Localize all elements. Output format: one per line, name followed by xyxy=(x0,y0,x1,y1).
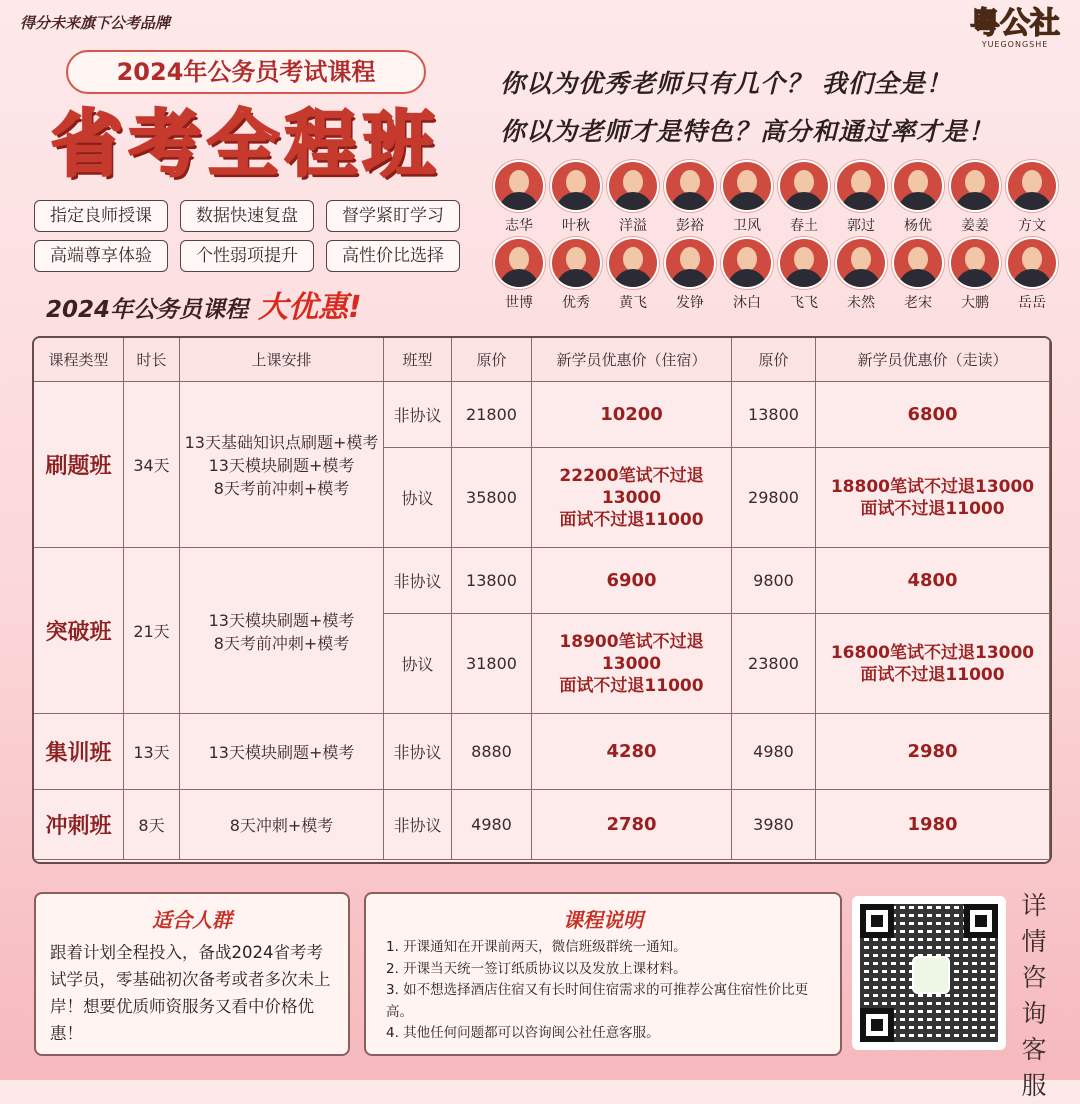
deal-price-commute-text: 4800 xyxy=(907,569,958,591)
original-price-lodging xyxy=(452,548,532,614)
deal-price-lodging-text: 22200笔试不过退13000 面试不过退11000 xyxy=(559,465,704,530)
class-type-text: 非协议 xyxy=(393,816,442,835)
teacher-card xyxy=(834,237,888,312)
deal-price-commute-text: 18800笔试不过退13000 面试不过退11000 xyxy=(830,476,1035,519)
teacher-name: 发铮 xyxy=(676,295,704,311)
original-price-commute-text: 4980 xyxy=(753,742,794,761)
original-price-lodging-text: 21800 xyxy=(466,405,517,424)
course-duration xyxy=(124,548,180,714)
qr-finder-icon xyxy=(860,904,894,938)
teacher-avatar xyxy=(493,237,545,289)
teacher-card xyxy=(948,160,1002,235)
teacher-card xyxy=(663,160,717,235)
teacher-avatar xyxy=(550,237,602,289)
course-schedule xyxy=(180,548,384,714)
teacher-card xyxy=(1005,160,1059,235)
teacher-name: 春土 xyxy=(790,218,818,234)
teacher-card xyxy=(1005,237,1059,312)
original-price-lodging xyxy=(452,714,532,790)
original-price-commute-text: 23800 xyxy=(748,654,799,673)
audience-text: 跟着计划全程投入，备战2024省考考试学员，零基础初次备考或者多次未上岸！想要优质师资服务又看中价格优惠！ xyxy=(50,943,331,1043)
feature-tag: 高性价比选择 xyxy=(326,240,460,272)
course-schedule-text: 13天基础知识点刷题+模考 13天模块刷题+模考 8天考前冲刺+模考 xyxy=(184,433,379,498)
teacher-avatar xyxy=(1006,237,1058,289)
table-header-cell xyxy=(732,338,816,382)
teacher-avatar xyxy=(721,237,773,289)
feature-tag: 督学紧盯学习 xyxy=(326,200,460,232)
original-price-lodging xyxy=(452,790,532,860)
promo-line xyxy=(46,282,362,326)
class-type-text: 非协议 xyxy=(393,406,442,425)
teacher-name: 姜姜 xyxy=(961,218,989,234)
original-price-lodging-text: 4980 xyxy=(471,815,512,834)
teacher-name: 郭过 xyxy=(847,218,875,234)
course-type-text: 刷题班 xyxy=(45,454,112,479)
brand-logo xyxy=(970,8,1060,49)
audience-box xyxy=(34,892,350,1056)
note-item: 1. 开课通知在开课前两天，微信班级群统一通知。 xyxy=(386,939,687,955)
qr-finder-icon xyxy=(964,904,998,938)
class-type xyxy=(384,548,452,614)
teacher-card xyxy=(834,160,888,235)
class-type xyxy=(384,382,452,448)
class-type xyxy=(384,714,452,790)
notes-list xyxy=(386,937,822,1045)
class-type xyxy=(384,448,452,548)
deal-price-lodging-text: 10200 xyxy=(600,403,663,425)
course-duration xyxy=(124,714,180,790)
table-header-cell xyxy=(34,338,124,382)
teacher-avatar xyxy=(721,160,773,212)
table-header-cell xyxy=(180,338,384,382)
course-duration-text: 34天 xyxy=(133,456,170,475)
teacher-avatar xyxy=(892,237,944,289)
course-schedule xyxy=(180,382,384,548)
promo-text: 2024年公务员课程 xyxy=(46,297,249,323)
teacher-card xyxy=(606,160,660,235)
course-type xyxy=(34,790,124,860)
class-type-text: 非协议 xyxy=(393,572,442,591)
deal-price-lodging xyxy=(532,382,732,448)
table-header-cell xyxy=(124,338,180,382)
table-header-cell xyxy=(384,338,452,382)
teacher-card xyxy=(948,237,1002,312)
teacher-name: 世博 xyxy=(505,295,533,311)
course-schedule-text: 13天模块刷题+模考 xyxy=(208,743,355,762)
teacher-card xyxy=(606,237,660,312)
class-type-text: 协议 xyxy=(401,489,434,508)
table-header-cell-text: 上课安排 xyxy=(251,351,312,369)
class-type xyxy=(384,790,452,860)
deal-price-lodging-text: 4280 xyxy=(606,740,657,762)
original-price-lodging-text: 35800 xyxy=(466,488,517,507)
class-type-text: 协议 xyxy=(401,655,434,674)
teacher-avatar xyxy=(493,160,545,212)
qr-finder-icon xyxy=(860,1008,894,1042)
teacher-card xyxy=(891,160,945,235)
teacher-name: 志华 xyxy=(505,218,533,234)
original-price-commute xyxy=(732,714,816,790)
teacher-avatar xyxy=(664,237,716,289)
original-price-lodging xyxy=(452,614,532,714)
slogan-1: 你以为优秀老师只有几个？ 我们全是！ xyxy=(500,69,952,98)
contact-label: 详情咨询客服 xyxy=(1021,891,1047,1100)
feature-tag: 指定良师授课 xyxy=(34,200,168,232)
logo-cn: 粤公社 xyxy=(970,6,1060,41)
teacher-name: 大鹏 xyxy=(961,295,989,311)
teacher-avatar xyxy=(778,160,830,212)
teacher-avatar xyxy=(949,237,1001,289)
deal-price-commute xyxy=(816,790,1050,860)
deal-price-lodging xyxy=(532,448,732,548)
feature-tag: 数据快速复盘 xyxy=(180,200,314,232)
deal-price-commute-text: 6800 xyxy=(907,403,958,425)
original-price-lodging xyxy=(452,448,532,548)
table-header-cell-text: 新学员优惠价（走读） xyxy=(857,351,1008,369)
teacher-avatar xyxy=(664,160,716,212)
note-item: 3. 如不想选择酒店住宿又有长时间住宿需求的可推荐公寓住宿性价比更高。 xyxy=(386,982,809,1020)
deal-price-lodging xyxy=(532,614,732,714)
original-price-commute xyxy=(732,548,816,614)
teacher-name: 优秀 xyxy=(562,295,590,311)
teacher-card xyxy=(720,160,774,235)
deal-price-lodging xyxy=(532,548,732,614)
course-type-text: 集训班 xyxy=(45,741,112,766)
course-type xyxy=(34,714,124,790)
teacher-name: 洋溢 xyxy=(619,218,647,234)
course-type xyxy=(34,382,124,548)
promo-highlight: 大优惠! xyxy=(258,290,362,325)
table-header-cell xyxy=(532,338,732,382)
deal-price-commute xyxy=(816,382,1050,448)
deal-price-commute-text: 1980 xyxy=(907,813,958,835)
teacher-name: 老宋 xyxy=(904,295,932,311)
course-type-text: 突破班 xyxy=(45,620,112,645)
course-type xyxy=(34,548,124,714)
deal-price-commute-text: 16800笔试不过退13000 面试不过退11000 xyxy=(830,642,1035,685)
teacher-name: 杨优 xyxy=(904,218,932,234)
course-pill: 2024年公务员考试课程 xyxy=(66,50,426,94)
original-price-commute xyxy=(732,448,816,548)
course-duration-text: 8天 xyxy=(138,816,165,835)
course-schedule xyxy=(180,790,384,860)
teacher-name: 叶秋 xyxy=(562,218,590,234)
teacher-avatar xyxy=(835,160,887,212)
table-header-cell-text: 原价 xyxy=(758,351,789,369)
teacher-card xyxy=(492,160,546,235)
original-price-lodging-text: 13800 xyxy=(466,571,517,590)
original-price-lodging-text: 8880 xyxy=(471,742,512,761)
logo-en: YUEGONGSHE xyxy=(981,40,1049,49)
deal-price-commute xyxy=(816,714,1050,790)
teacher-name: 飞飞 xyxy=(790,295,818,311)
qr-code[interactable] xyxy=(852,896,1006,1050)
teacher-name: 方文 xyxy=(1018,218,1046,234)
original-price-commute-text: 3980 xyxy=(753,815,794,834)
teacher-name: 沐白 xyxy=(733,295,761,311)
teacher-avatar xyxy=(835,237,887,289)
original-price-commute-text: 29800 xyxy=(748,488,799,507)
original-price-commute-text: 9800 xyxy=(753,571,794,590)
deal-price-commute xyxy=(816,448,1050,548)
deal-price-lodging-text: 18900笔试不过退13000 面试不过退11000 xyxy=(559,631,704,696)
teacher-card xyxy=(492,237,546,312)
original-price-commute xyxy=(732,382,816,448)
teacher-card xyxy=(663,237,717,312)
teacher-avatar xyxy=(607,160,659,212)
feature-tag: 个性弱项提升 xyxy=(180,240,314,272)
audience-title: 适合人群 xyxy=(152,908,232,932)
teacher-avatar xyxy=(892,160,944,212)
feature-tag: 高端尊享体验 xyxy=(34,240,168,272)
teacher-name: 岳岳 xyxy=(1018,295,1046,311)
original-price-commute xyxy=(732,790,816,860)
original-price-commute xyxy=(732,614,816,714)
table-header-cell-text: 新学员优惠价（住宿） xyxy=(556,351,707,369)
course-duration xyxy=(124,382,180,548)
course-duration-text: 13天 xyxy=(133,743,170,762)
teacher-name: 黄飞 xyxy=(619,295,647,311)
note-item: 4. 其他任何问题都可以咨询闽公社任意客服。 xyxy=(386,1025,660,1041)
teacher-card xyxy=(549,237,603,312)
teacher-avatar xyxy=(550,160,602,212)
qr-logo-icon xyxy=(912,956,950,994)
teacher-name: 未然 xyxy=(847,295,875,311)
notes-title: 课程说明 xyxy=(563,908,643,932)
table-header-cell-text: 原价 xyxy=(476,351,507,369)
teacher-card xyxy=(777,160,831,235)
notes-box xyxy=(364,892,842,1056)
brand-tagline: 得分未来旗下公考品牌 xyxy=(20,14,171,32)
deal-price-commute xyxy=(816,548,1050,614)
original-price-commute-text: 13800 xyxy=(748,405,799,424)
course-schedule xyxy=(180,714,384,790)
deal-price-lodging-text: 6900 xyxy=(606,569,657,591)
teacher-avatar xyxy=(949,160,1001,212)
table-header-cell-text: 课程类型 xyxy=(48,351,109,369)
course-duration-text: 21天 xyxy=(133,622,170,641)
deal-price-commute xyxy=(816,614,1050,714)
teacher-card xyxy=(891,237,945,312)
teacher-card xyxy=(777,237,831,312)
course-schedule-text: 13天模块刷题+模考 8天考前冲刺+模考 xyxy=(208,610,355,653)
table-header-cell-text: 时长 xyxy=(136,351,167,369)
course-schedule-text: 8天冲刺+模考 xyxy=(229,816,334,835)
deal-price-commute-text: 2980 xyxy=(907,740,958,762)
note-item: 2. 开课当天统一签订纸质协议以及发放上课材料。 xyxy=(386,960,687,977)
slogan-2: 你以为老师才是特色？高分和通过率才是！ xyxy=(500,117,995,146)
course-type-text: 冲刺班 xyxy=(45,814,112,839)
table-header-cell xyxy=(816,338,1050,382)
price-table xyxy=(32,336,1052,864)
deal-price-lodging xyxy=(532,714,732,790)
teacher-grid xyxy=(492,160,1062,310)
teacher-avatar xyxy=(1006,160,1058,212)
table-header-cell xyxy=(452,338,532,382)
course-duration xyxy=(124,790,180,860)
table-header-cell-text: 班型 xyxy=(402,351,433,369)
teacher-card xyxy=(549,160,603,235)
class-type-text: 非协议 xyxy=(393,743,442,762)
deal-price-lodging xyxy=(532,790,732,860)
teacher-avatar xyxy=(607,237,659,289)
original-price-lodging-text: 31800 xyxy=(466,654,517,673)
teacher-avatar xyxy=(778,237,830,289)
teacher-name: 彭裕 xyxy=(676,218,704,234)
teacher-card xyxy=(720,237,774,312)
deal-price-lodging-text: 2780 xyxy=(606,813,657,835)
original-price-lodging xyxy=(452,382,532,448)
class-type xyxy=(384,614,452,714)
teacher-name: 卫风 xyxy=(733,218,761,234)
main-title: 省考全程班 xyxy=(50,102,441,186)
